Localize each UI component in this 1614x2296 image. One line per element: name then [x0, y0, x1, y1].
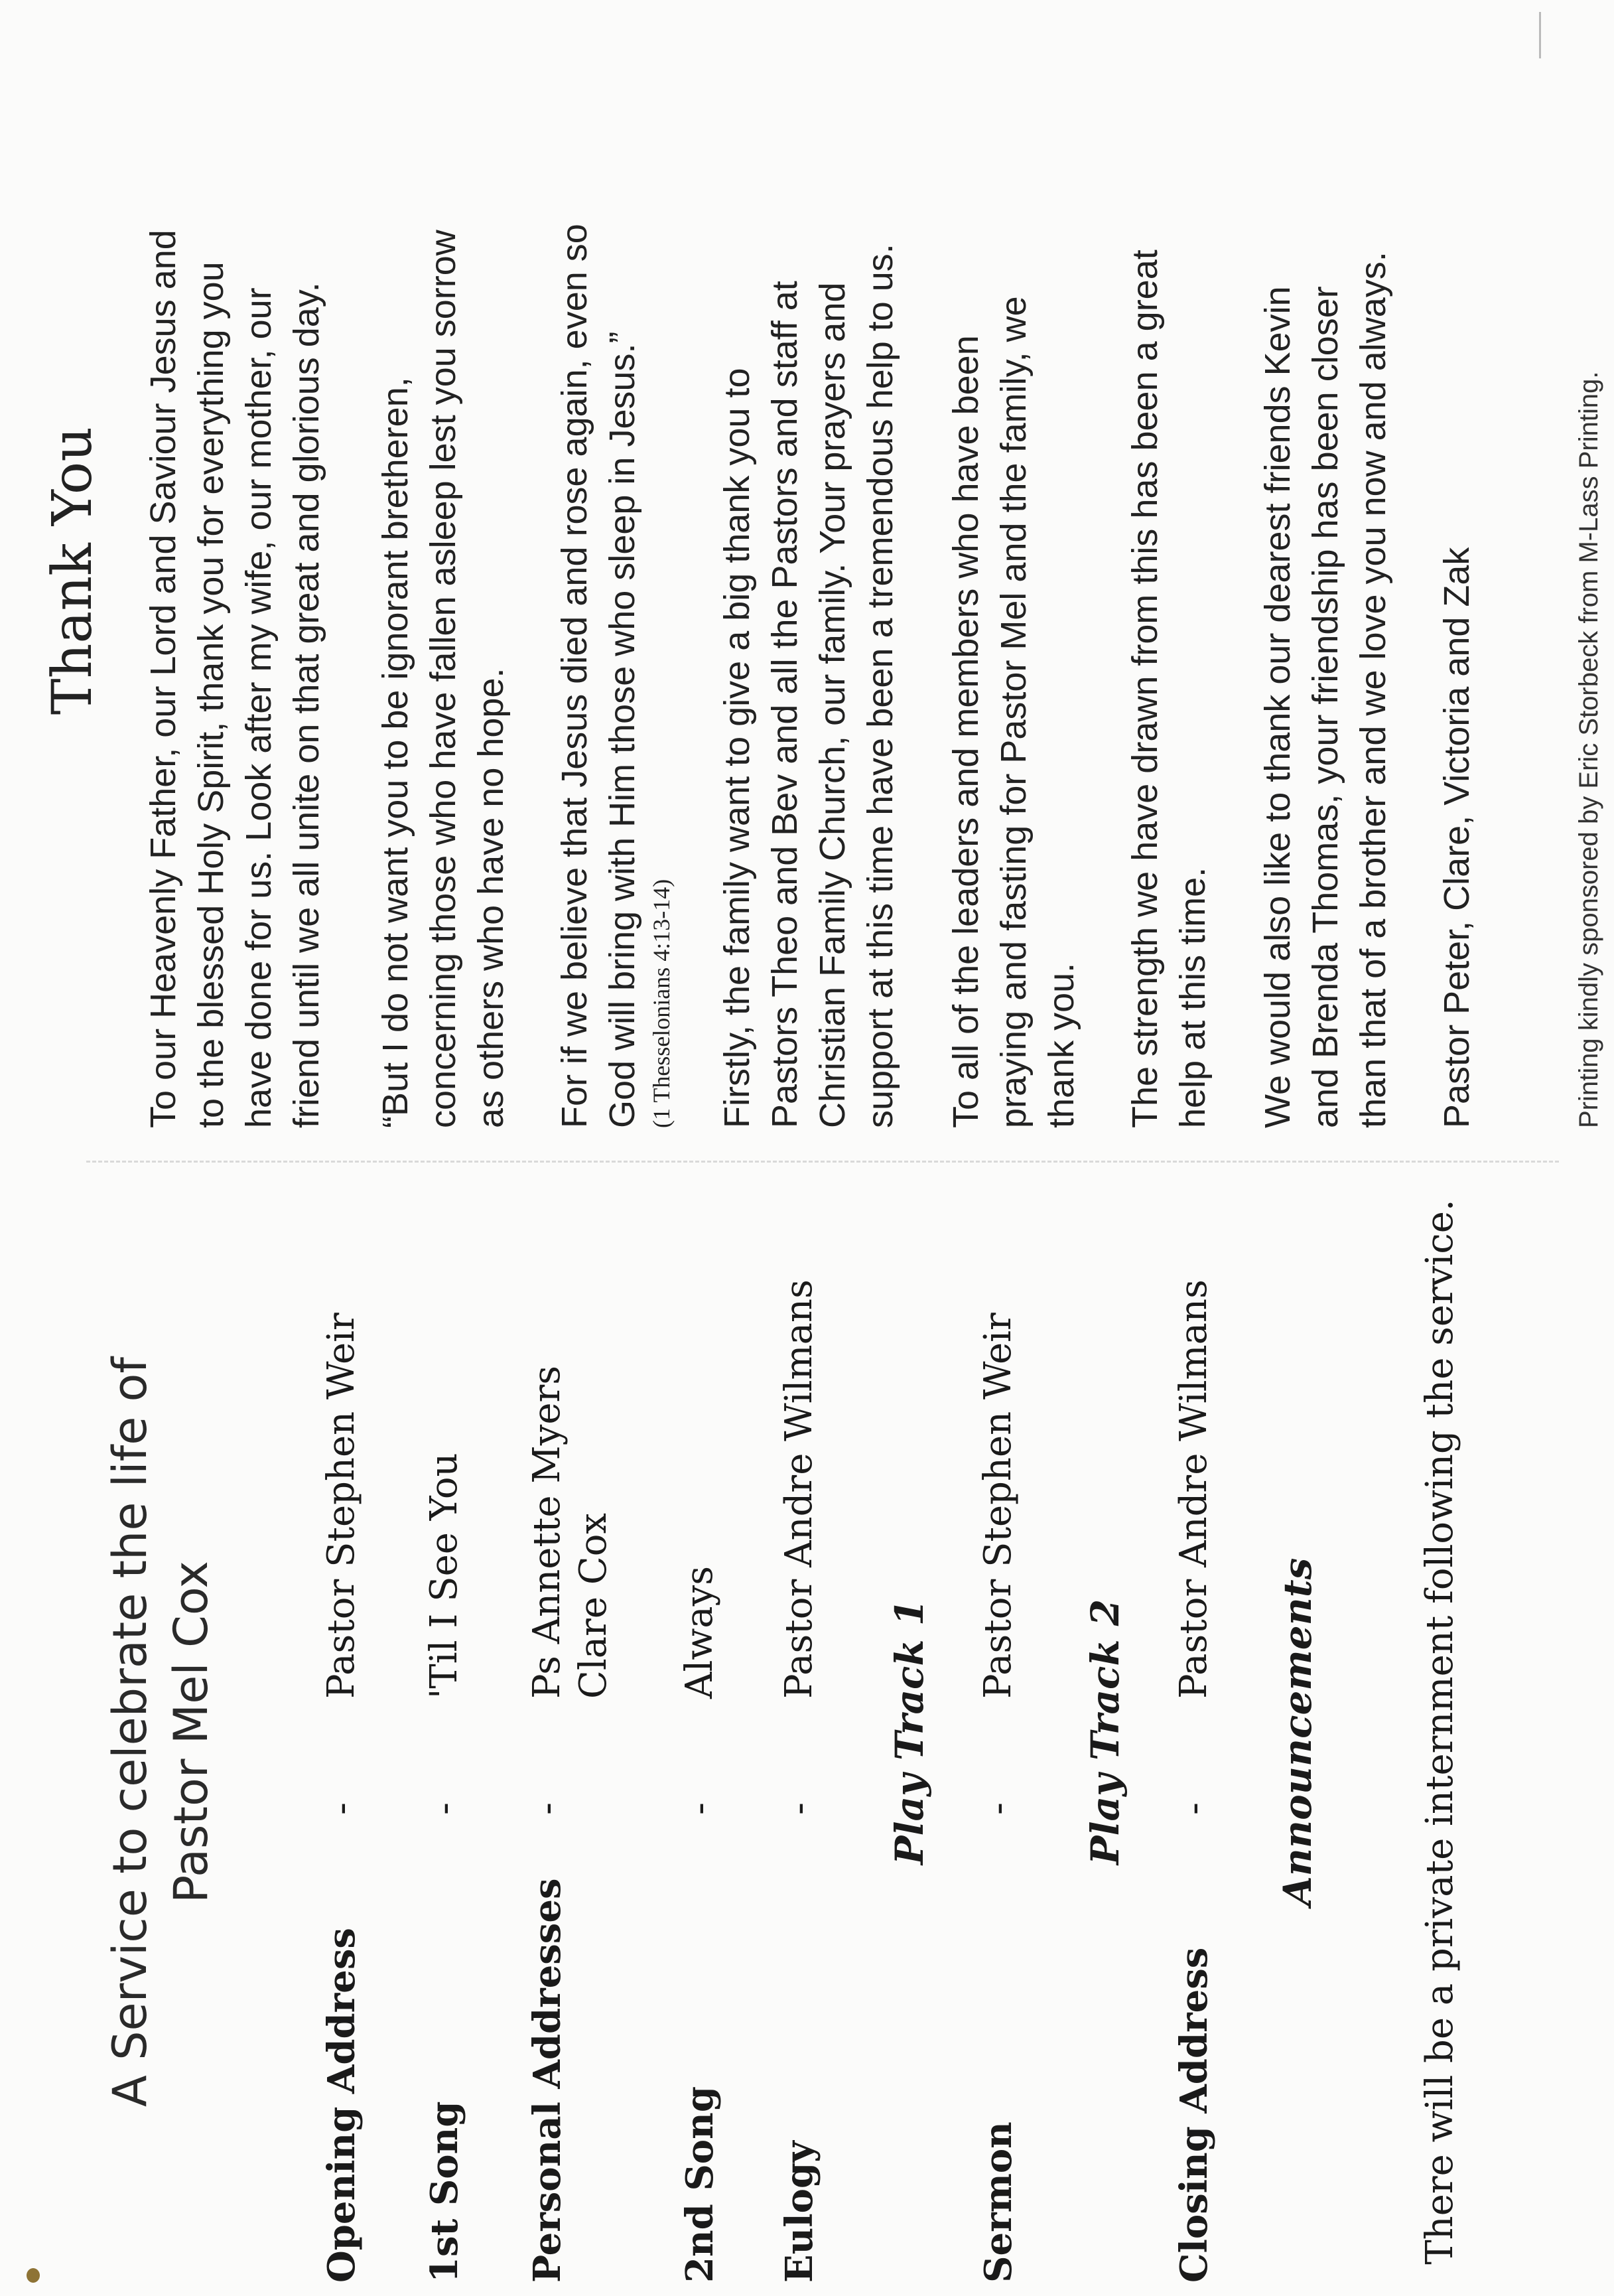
interlude-play-track-1: Play Track 1 [887, 1599, 932, 1865]
program-item: Opening Address [320, 1928, 364, 2283]
service-title [100, 1168, 222, 2296]
family-signature: Pastor Peter, Clare, Victoria and Zak [1437, 547, 1477, 1128]
program-participant: Pastor Andre Wilmans [1172, 1279, 1215, 1699]
order-of-service-panel [0, 1168, 1614, 2296]
program-row [318, 1168, 411, 2296]
thank-you-title: Thank You [41, 426, 104, 715]
program-participant: Ps Annette Myers Clare Cox [525, 1365, 615, 1699]
program-dash: - [423, 1802, 466, 1815]
service-title-line: Pastor Mel Cox [164, 1561, 218, 1903]
program-item: Personal Addresses [525, 1878, 569, 2283]
program-item: Eulogy [777, 2141, 821, 2283]
program-item: 2nd Song [678, 2086, 722, 2283]
program-dash: - [976, 1802, 1020, 1815]
program-row [677, 1168, 770, 2296]
thank-you-paragraph: To our Heavenly Father, our Lord and Saviour Jesus and to the blessed Holy Spirit, thank you for everything you have done for us. Look after my wife, our mother, our friend until we all unite on that great and glorious day. [143, 230, 326, 1128]
program-item: Closing Address [1172, 1947, 1216, 2283]
program-dash: - [525, 1802, 569, 1815]
program-participant: Pastor Andre Wilmans [777, 1279, 821, 1699]
thank-you-paragraph: “But I do not want you to be ignorant bretheren, concerning those who have fallen asleep lest you sorrow as others who have no hope. [375, 230, 511, 1128]
thank-you-paragraph: The strength we have drawn from this has been a great help at this time. [1125, 250, 1213, 1128]
thank-you-paragraph: For if we believe that Jesus died and rose again, even so God will bring with Him those who sleep in Jesus.” (1 Thesselonians 4:13-14) [551, 40, 677, 1128]
program-row [975, 1168, 1068, 2296]
program-dash: - [777, 1802, 821, 1815]
interlude-play-track-2: Play Track 2 [1083, 1599, 1128, 1865]
program-dash: - [678, 1802, 721, 1815]
thank-you-paragraph: We would also like to thank our dearest friends Kevin and Brenda Thomas, your friendship has been closer than that of a brother and we love you now and always. [1258, 251, 1393, 1128]
program-dash: - [1172, 1802, 1215, 1815]
program-participant: 'Til I See You [423, 1453, 466, 1699]
fold-line [86, 1161, 1559, 1163]
thank-you-panel [0, 13, 1614, 1128]
program-item: 1st Song [423, 2101, 466, 2283]
program-item: Sermon [976, 2121, 1020, 2283]
program-row [776, 1168, 869, 2296]
internment-note: There will be a private internment following the service. [1418, 1199, 1461, 2265]
program-participant: Always [678, 1565, 721, 1699]
program-row [1171, 1168, 1264, 2296]
printing-sponsor-note: Printing kindly sponsored by Eric Storbeck from M-Lass Printing. [1574, 371, 1603, 1128]
interlude-announcements: Announcements [1275, 1557, 1320, 1906]
thank-you-paragraph: Firstly, the family want to give a big thank you to Pastors Theo and Bev and all the Pastors and staff at Christian Family Church, our family. Your prayers and support at this time have been a tremendous help to us. [717, 244, 900, 1128]
thank-you-paragraph: To all of the leaders and members who have been praying and fasting for Pastor Mel and the family, we thank you. [946, 296, 1081, 1128]
service-title-line: A Service to celebrate the life of [103, 1357, 157, 2108]
program-dash: - [320, 1802, 363, 1815]
program-participant: Pastor Stephen Weir [320, 1313, 363, 1699]
program-row [421, 1168, 514, 2296]
program-participant: Pastor Stephen Weir [976, 1313, 1020, 1699]
scripture-citation: (1 Thesselonians 4:13-14) [648, 879, 675, 1128]
program-row [524, 1168, 617, 2296]
